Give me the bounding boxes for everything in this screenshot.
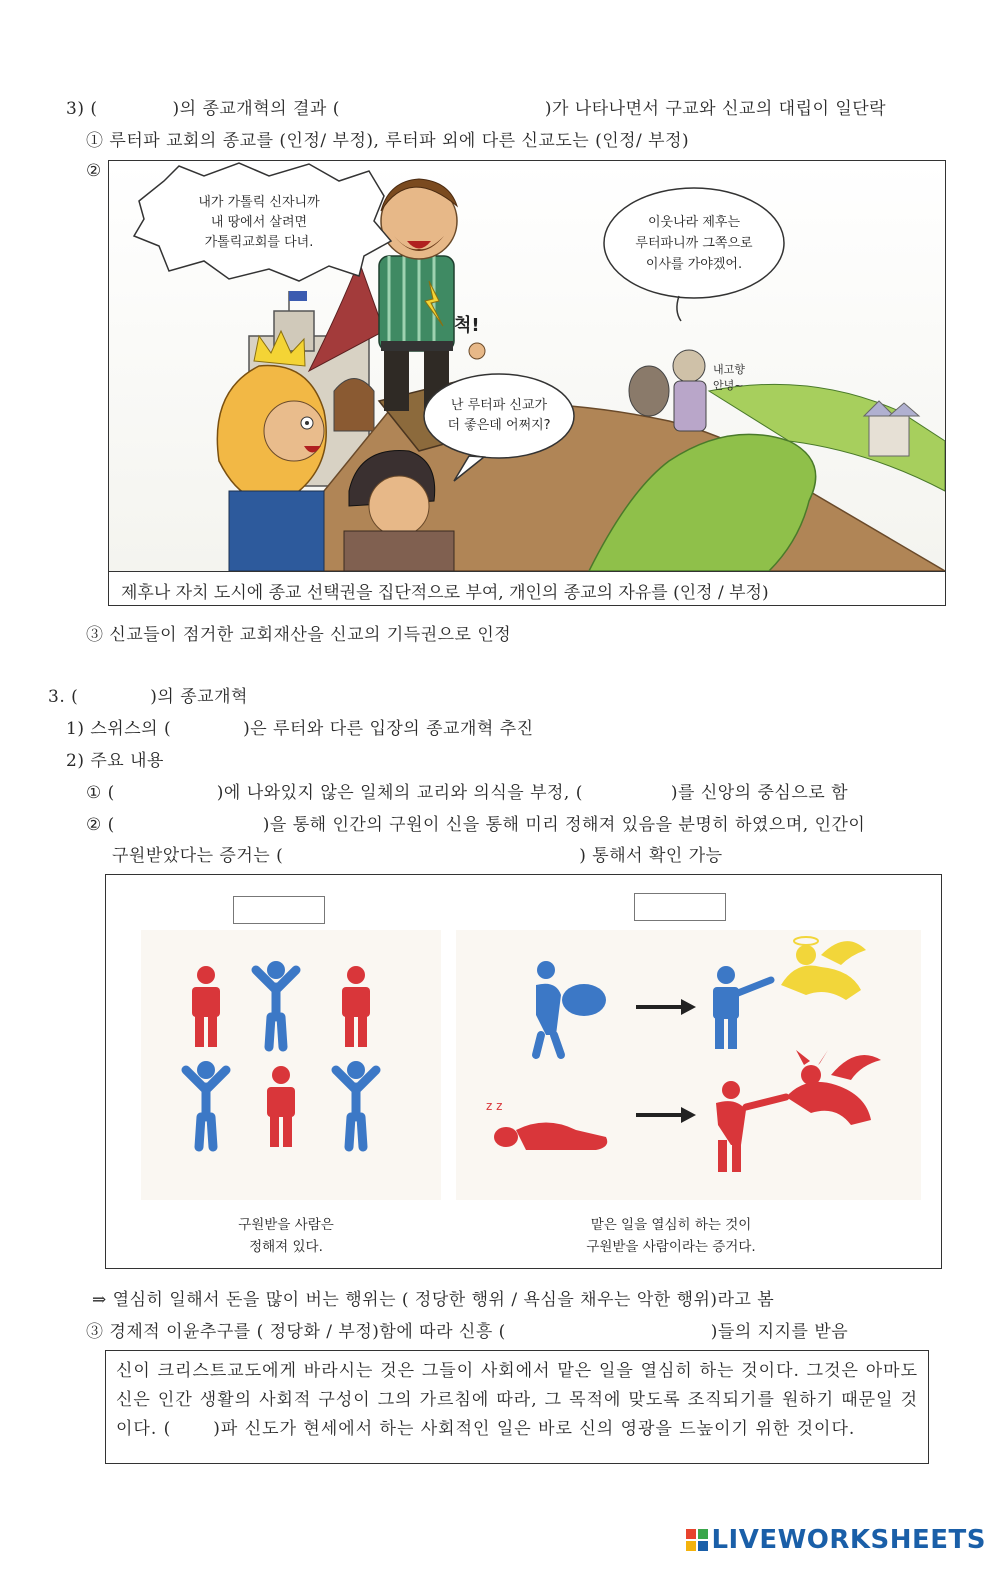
cartoon-illustration (109, 161, 945, 571)
item3-line: 3) ( )의 종교개혁의 결과 ( )가 나타나면서 구교와 신교의 대립이 일단락 (66, 99, 887, 119)
liveworksheets-icon (686, 1528, 708, 1550)
cartoon-caption-row (109, 571, 945, 605)
figure-illustration (106, 875, 941, 1268)
left-caption-line-2: 정해져 있다. (249, 1239, 323, 1255)
bubble-left-line-1: 내가 가톨릭 신자니까 (198, 195, 320, 210)
bubble-right-line-3: 이사를 가야겠어. (645, 257, 743, 272)
item3-c2-mark: ② (86, 161, 102, 181)
cartoon-caption: 제후나 자치 도시에 종교 선택권을 집단적으로 부여, 개인의 종교의 자유를 (인정 / 부정) (121, 583, 769, 603)
item3-c1: ① 루터파 교회의 종교를 (인정/ 부정), 루터파 외에 다른 신교도는 (인정/ 부정) (86, 131, 690, 151)
bubble-center-line-1: 난 루터파 신교가 (450, 398, 548, 413)
goodbye-line-1: 내고향 (713, 363, 745, 376)
section3-d1: ① ( )에 나와있지 않은 일체의 교리와 의식을 부정, ( )를 신앙의 중심으로 함 (86, 783, 849, 803)
section3-d2: ② ( )을 통해 인간의 구원이 신을 통해 미리 정해져 있음을 분명히 하였으며, 인간이 (86, 815, 866, 835)
svg-text:z z: z z (486, 1099, 503, 1113)
right-caption-line-1: 맡은 일을 열심히 하는 것이 (590, 1217, 752, 1233)
predestination-figure (105, 874, 942, 1269)
sfx-text: 척! (454, 315, 480, 336)
item3-c3: ③ 신교들이 점거한 교회재산을 신교의 기득권으로 인정 (86, 625, 512, 645)
section3-p2: 2) 주요 내용 (66, 751, 164, 771)
section3-p1: 1) 스위스의 ( )은 루터와 다른 입장의 종교개혁 추진 (66, 719, 534, 739)
goodbye-line-2: 안녕~ (713, 379, 744, 392)
section3-heading: 3. ( )의 종교개혁 (48, 687, 248, 707)
quote-box (105, 1350, 929, 1464)
right-caption-line-2: 구원받을 사람이라는 증거다. (586, 1239, 756, 1255)
speech-bubble-center (424, 374, 574, 458)
quote-text: 신이 크리스트교도에게 바라시는 것은 그들이 사회에서 맡은 일을 열심히 하는 것이다. 그것은 아마도 신은 인간 생활의 사회적 구성이 그의 가르침에 따라, 그 목적에 맞도록 조직되기를 원하기 때문일 것이다. ( )파 신도가 현세에서 하는 사회적인 일은 바로 신의 영광을 드높이기 위한 것이다. (116, 1361, 918, 1439)
bubble-right-line-2: 루터파니까 그쪽으로 (635, 236, 753, 251)
bubble-center-line-2: 더 좋은데 어쩌지? (447, 418, 551, 433)
cartoon-frame (108, 160, 946, 606)
bubble-left-line-2: 내 땅에서 살려면 (210, 215, 308, 230)
section3-d2b: 구원받았다는 증거는 ( ) 통해서 확인 가능 (112, 846, 723, 866)
bubble-left-line-3: 가톨릭교회를 다녀. (204, 235, 314, 250)
arrow-line: ⇒ 열심히 일해서 돈을 많이 버는 행위는 ( 정당한 행위 / 욕심을 채우는 악한 행위)라고 봄 (92, 1290, 775, 1310)
bubble-right-line-1: 이웃나라 제후는 (647, 215, 741, 230)
section3-d3: ③ 경제적 이윤추구를 ( 정당화 / 부정)함에 따라 신흥 ( )들의 지지를 받음 (86, 1322, 849, 1342)
brand-logo: LIVEWORKSHEETS (686, 1525, 986, 1555)
left-caption-line-1: 구원받을 사람은 (238, 1217, 334, 1233)
